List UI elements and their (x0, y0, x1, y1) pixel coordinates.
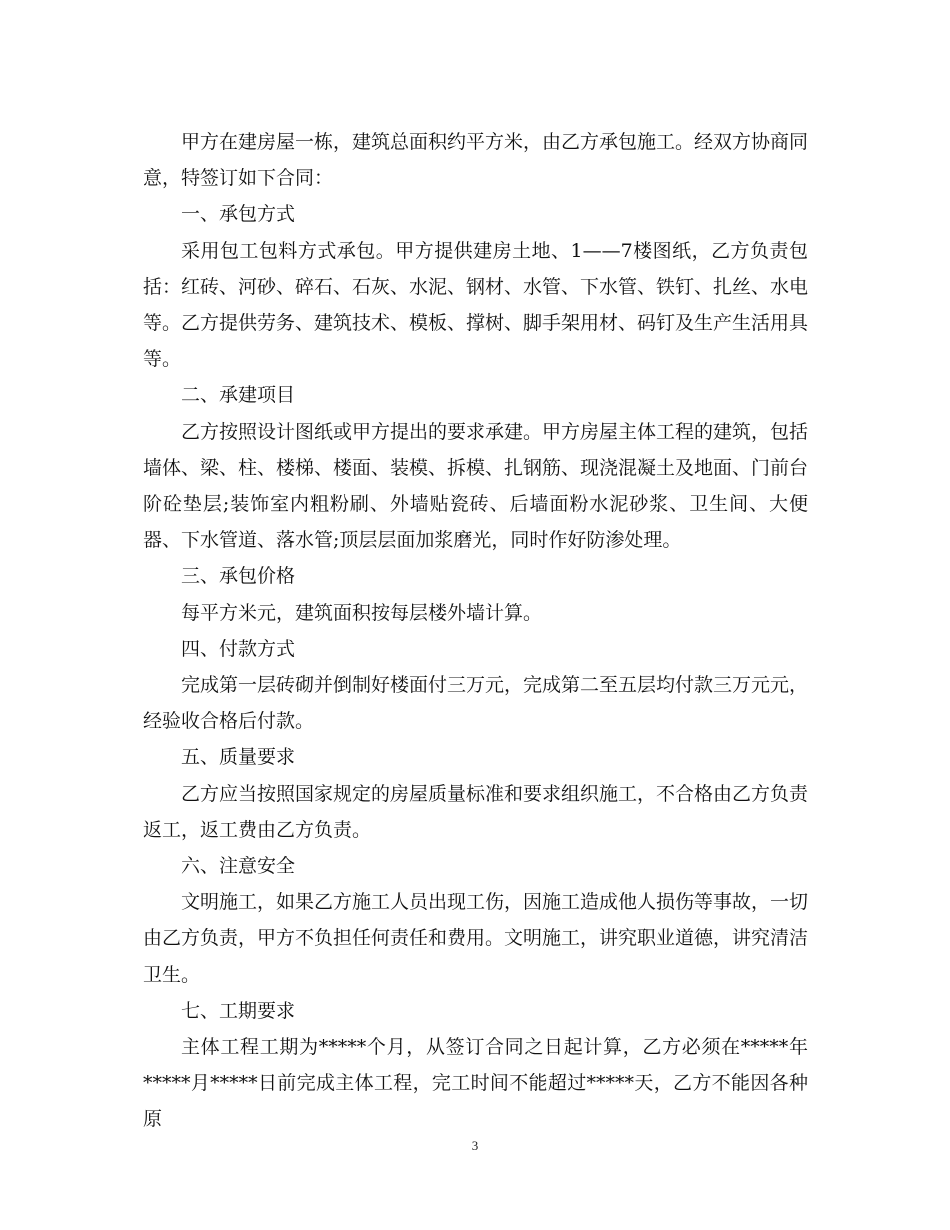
section-heading-4: 四、付款方式 (181, 637, 296, 660)
intro-paragraph: 甲方在建房屋一栋，建筑总面积约平方米，由乙方承包施工。经双方协商同意，特签订如下合同： (143, 131, 809, 190)
section-body-1: 采用包工包料方式承包。甲方提供建房土地、1——7楼图纸，乙方负责包括：红砖、河砂、碎石、石灰、水泥、钢材、水管、下水管、铁钉、扎丝、水电等。乙方提供劳务、建筑技术、模板、撑树、脚手架用材、码钉及生产生活用具等。 (143, 239, 809, 371)
section-body-7: 主体工程工期为*****个月，从签订合同之日起计算，乙方必须在*****年*****月*****日前完成主体工程，完工时间不能超过*****天，乙方不能因各种原 (143, 1036, 808, 1131)
section-heading-1: 一、承包方式 (181, 203, 296, 226)
section-heading-7: 七、工期要求 (181, 999, 296, 1022)
section-heading-3: 三、承包价格 (181, 565, 296, 588)
section-body-6: 文明施工，如果乙方施工人员出现工伤，因施工造成他人损伤等事故，一切由乙方负责，甲方不负担任何责任和费用。文明施工，讲究职业道德，讲究清洁卫生。 (143, 891, 809, 986)
document-body (143, 124, 808, 1138)
section-heading-6: 六、注意安全 (181, 855, 296, 878)
section-body-5: 乙方应当按照国家规定的房屋质量标准和要求组织施工，不合格由乙方负责返工，返工费由乙方负责。 (143, 782, 809, 841)
section-body-3: 每平方米元，建筑面积按每层楼外墙计算。 (181, 601, 543, 624)
section-body-4: 完成第一层砖砌并倒制好楼面付三万元，完成第二至五层均付款三万元元，经验收合格后付款。 (143, 674, 809, 733)
section-heading-5: 五、质量要求 (181, 746, 296, 769)
section-heading-2: 二、承建项目 (181, 384, 296, 407)
page-number: 3 (471, 1138, 479, 1153)
section-body-2: 乙方按照设计图纸或甲方提出的要求承建。甲方房屋主体工程的建筑，包括墙体、梁、柱、楼梯、楼面、装模、拆模、扎钢筋、现浇混凝土及地面、门前台阶砼垫层;装饰室内粗粉刷、外墙贴瓷砖、后墙面粉水泥砂浆、卫生间、大便器、下水管道、落水管;顶层层面加浆磨光，同时作好防渗处理。 (143, 420, 809, 552)
